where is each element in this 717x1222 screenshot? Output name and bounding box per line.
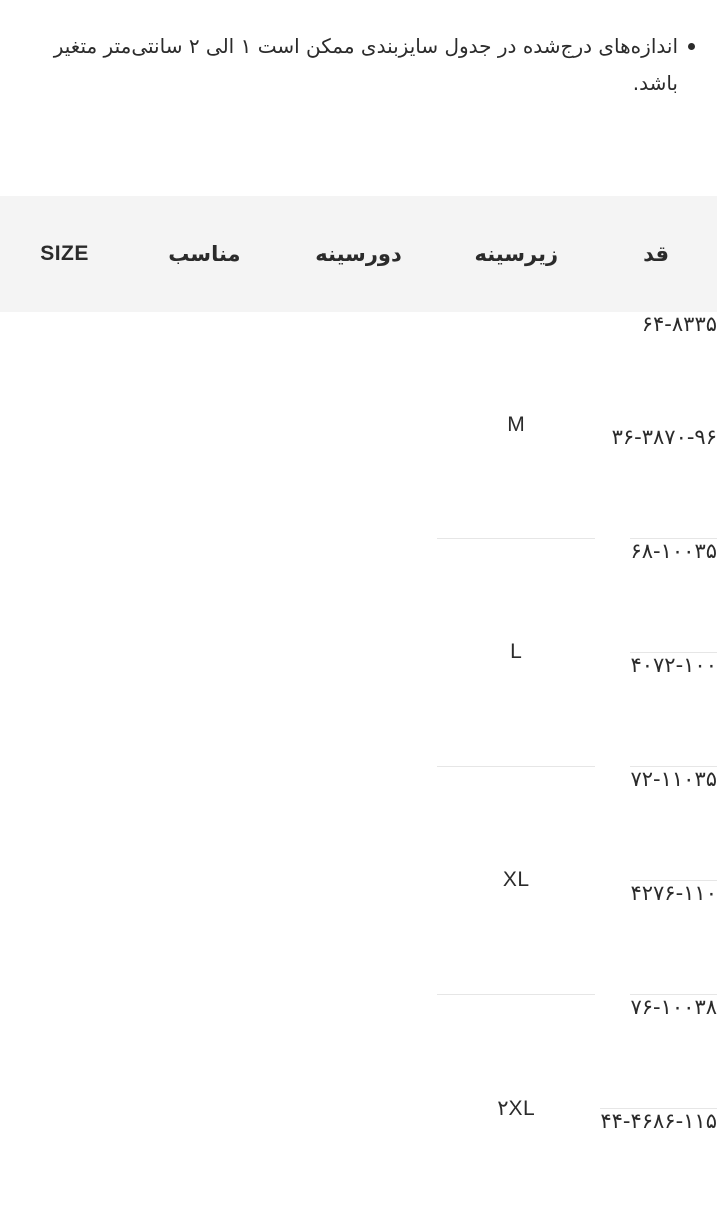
table-row bbox=[0, 994, 717, 1222]
cell-monaseb: ۴۰ bbox=[630, 652, 653, 766]
cell-zirsine: ۷۲-۱۱۰ bbox=[630, 766, 694, 880]
cell-doorsine: ۷۶-۱۱۰ bbox=[653, 880, 717, 994]
cell-monaseb: ۴۲ bbox=[630, 880, 653, 994]
notes-section bbox=[0, 0, 717, 102]
table-header-row bbox=[0, 196, 717, 312]
cell-size: L bbox=[437, 538, 595, 766]
cell-zirsine: ۶۸-۱۰۰ bbox=[630, 538, 694, 652]
cell-size: XL bbox=[437, 766, 595, 994]
size-table-body bbox=[0, 312, 717, 1222]
note-text: اندازه‌های درج‌شده در جدول سایزبندی ممکن است ۱ الی ۲ سانتی‌متر متغیر باشد. bbox=[53, 34, 678, 95]
cell-monaseb: ۳۶-۳۸ bbox=[612, 425, 665, 538]
cell-doorsine: ۷۰-۹۶ bbox=[664, 425, 717, 538]
cell-ghad: ۳۸ bbox=[694, 994, 717, 1108]
column-header-doorsine: دورسینه bbox=[315, 242, 402, 266]
cell-zirsine: ۶۴-۸۳ bbox=[642, 312, 695, 425]
cell-doorsine: ۸۶-۱۱۵ bbox=[653, 1108, 717, 1222]
table-row bbox=[0, 312, 717, 538]
table-row bbox=[0, 538, 717, 766]
cell-ghad: ۳۵ bbox=[694, 538, 717, 652]
column-header-zirsine: زیرسینه bbox=[474, 242, 559, 266]
column-header-monaseb: مناسب bbox=[168, 242, 241, 266]
column-header-ghad: قد bbox=[643, 242, 669, 266]
size-table bbox=[0, 196, 717, 1222]
cell-ghad: ۳۵ bbox=[694, 312, 717, 425]
cell-doorsine: ۷۲-۱۰۰ bbox=[653, 652, 717, 766]
cell-ghad: ۳۵ bbox=[694, 766, 717, 880]
bullet-icon bbox=[688, 43, 695, 50]
cell-size: M bbox=[437, 312, 595, 538]
table-row bbox=[0, 766, 717, 994]
cell-size: ۲XL bbox=[437, 994, 595, 1222]
size-table-container bbox=[0, 196, 717, 1222]
cell-zirsine: ۷۶-۱۰۰ bbox=[630, 994, 694, 1108]
column-header-size: SIZE bbox=[40, 242, 89, 265]
note-item bbox=[22, 28, 695, 102]
size-table-head bbox=[0, 196, 717, 312]
cell-monaseb: ۴۴-۴۶ bbox=[600, 1108, 653, 1222]
